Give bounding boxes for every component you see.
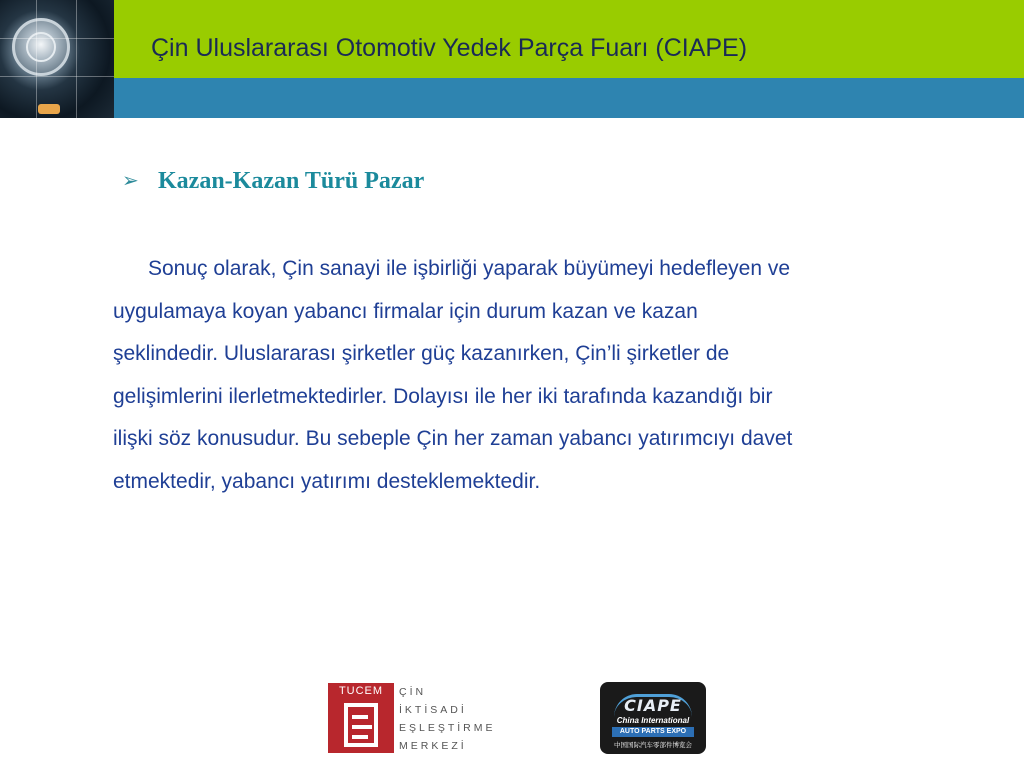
arrow-bullet-icon: ➢ — [122, 168, 139, 192]
grid-line — [0, 76, 114, 77]
ciape-subtitle: China International — [616, 716, 690, 725]
tucem-mark-icon — [344, 703, 378, 747]
ciape-logo — [600, 682, 706, 754]
turn-signal-light — [38, 104, 60, 114]
tucem-line: ÇİN — [399, 686, 427, 698]
ciape-brand: CIAPE — [624, 696, 682, 715]
tucem-logo-text — [399, 683, 496, 755]
headlight-inner-ring — [26, 32, 56, 62]
tucem-logo-word: TUCEM — [338, 685, 384, 697]
paragraph-line: ilişki söz konusudur. Bu sebeple Çin her zaman yabancı yatırımcıyı davet — [113, 427, 793, 450]
paragraph-line: gelişimlerini ilerletmektedirler. Dolayısı ile her iki tarafında kazandığı bir — [113, 384, 773, 408]
page-title: Çin Uluslararası Otomotiv Yedek Parça Fuarı (CIAPE) — [151, 34, 748, 62]
header-blue-band — [114, 78, 1024, 118]
tucem-logo — [328, 683, 394, 753]
tucem-line: İKTİSADİ — [399, 704, 467, 716]
tucem-line: EŞLEŞTİRME — [399, 722, 496, 734]
paragraph-line: etmektedir, yabancı yatırımı desteklemektedir. — [113, 469, 541, 493]
header-car-headlight-image — [0, 0, 114, 118]
grid-line — [0, 38, 114, 39]
section-heading: Kazan-Kazan Türü Pazar — [158, 168, 425, 194]
grid-line — [36, 0, 37, 118]
ciape-chinese-name: 中国国际汽车零部件博览会 — [614, 741, 692, 749]
grid-line — [76, 0, 77, 118]
paragraph-line: uygulamaya koyan yabancı firmalar için durum kazan ve kazan — [113, 299, 698, 323]
paragraph-line: şeklindedir. Uluslararası şirketler güç kazanırken, Çin’li şirketler de — [113, 342, 730, 365]
paragraph-line: Sonuç olarak, Çin sanayi ile işbirliği yaparak büyümeyi hedefleyen ve — [148, 257, 791, 280]
ciape-expo-badge: AUTO PARTS EXPO — [612, 727, 694, 737]
body-paragraph — [113, 248, 953, 503]
tucem-line: MERKEZİ — [399, 740, 467, 752]
